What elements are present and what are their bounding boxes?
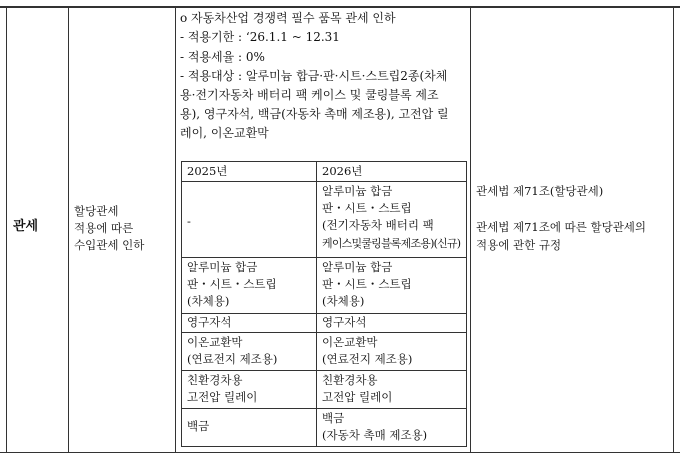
inner-row3-bottom xyxy=(181,332,466,333)
content-line-1: o 자동차산업 경쟁력 필수 품목 관세 인하 xyxy=(180,11,396,25)
row4-2026-line1: 이온교환막 xyxy=(322,335,378,349)
inner-mid-border xyxy=(316,161,317,447)
inner-header-bottom xyxy=(181,181,466,182)
subject-line-2: 적용에 따른 xyxy=(74,221,134,235)
row1-2026-line1: 알루미늄 합금 xyxy=(322,184,393,198)
row5-2026-line1: 친환경차용 xyxy=(322,373,378,387)
content-line-2: - 적용기한 : ‘26.1.1 ~ 12.31 xyxy=(180,30,340,44)
category-label: 관세 xyxy=(13,219,39,234)
row6-2026-line2: (자동차 촉매 제조용) xyxy=(322,428,428,442)
inner-header-2025: 2025년 xyxy=(187,164,228,178)
inner-row1-bottom xyxy=(181,257,466,258)
content-line-5: 용·전기자동차 배터리 팩 케이스 및 쿨링블록 제조 xyxy=(180,88,439,102)
row2-2026-line1: 알루미늄 합금 xyxy=(322,260,393,274)
inner-table-top xyxy=(181,161,466,162)
table-bottom-border xyxy=(0,452,680,453)
row1-2026-line4: 케이스및쿨링블록제조용)(신규) xyxy=(322,237,461,250)
inner-right-border xyxy=(466,161,467,447)
row6-2025: 백금 xyxy=(187,419,210,433)
legal-basis-line-4: 적용에 관한 규정 xyxy=(476,238,562,252)
inner-table-bottom xyxy=(181,446,466,447)
inner-header-2026: 2026년 xyxy=(322,164,363,178)
row2-2026-line3: (차체용) xyxy=(322,294,365,308)
content-line-7: 레이, 이온교환막 xyxy=(180,126,269,140)
row2-2026-line2: 판・시트・스트립 xyxy=(322,277,412,291)
inner-row4-bottom xyxy=(181,370,466,371)
row1-2026-line2: 판・시트・스트립 xyxy=(322,201,412,215)
row1-2025: - xyxy=(187,214,191,228)
col-border-1 xyxy=(6,6,7,453)
legal-basis-line-3: 관세법 제71조에 따른 할당관세의 xyxy=(476,220,647,234)
legal-basis-line-1: 관세법 제71조(할당관세) xyxy=(476,184,604,198)
row2-2025-line3: (차체용) xyxy=(187,294,230,308)
subject-line-3: 수입관세 인하 xyxy=(74,238,145,252)
col-border-3 xyxy=(175,6,176,453)
row5-2026-line2: 고전압 릴레이 xyxy=(322,390,393,404)
inner-left-border xyxy=(181,161,182,447)
row4-2025-line2: (연료전지 제조용) xyxy=(187,352,278,366)
row2-2025-line1: 알루미늄 합금 xyxy=(187,260,258,274)
inner-row5-bottom xyxy=(181,408,466,409)
row6-2026-line1: 백금 xyxy=(322,411,345,425)
row3-2026: 영구자석 xyxy=(322,315,367,329)
subject-line-1: 할당관세 xyxy=(74,204,119,218)
table-top-border xyxy=(0,6,680,8)
row2-2025-line2: 판・시트・스트립 xyxy=(187,277,277,291)
col-border-4 xyxy=(470,6,471,453)
col-border-5 xyxy=(673,6,674,453)
row4-2025-line1: 이온교환막 xyxy=(187,335,243,349)
row4-2026-line2: (연료전지 제조용) xyxy=(322,352,413,366)
content-line-4: - 적용대상 : 알루미늄 합금·판·시트·스트립2종(차체 xyxy=(180,69,448,83)
row5-2025-line2: 고전압 릴레이 xyxy=(187,390,258,404)
content-line-6: 용), 영구자석, 백금(자동차 촉매 제조용), 고전압 릴 xyxy=(180,107,449,121)
col-border-2 xyxy=(68,6,69,453)
row5-2025-line1: 친환경차용 xyxy=(187,373,243,387)
row3-2025: 영구자석 xyxy=(187,315,232,329)
content-line-3: - 적용세율 : 0% xyxy=(180,50,265,64)
row1-2026-line3: (전기자동차 배터리 팩 xyxy=(322,218,434,232)
